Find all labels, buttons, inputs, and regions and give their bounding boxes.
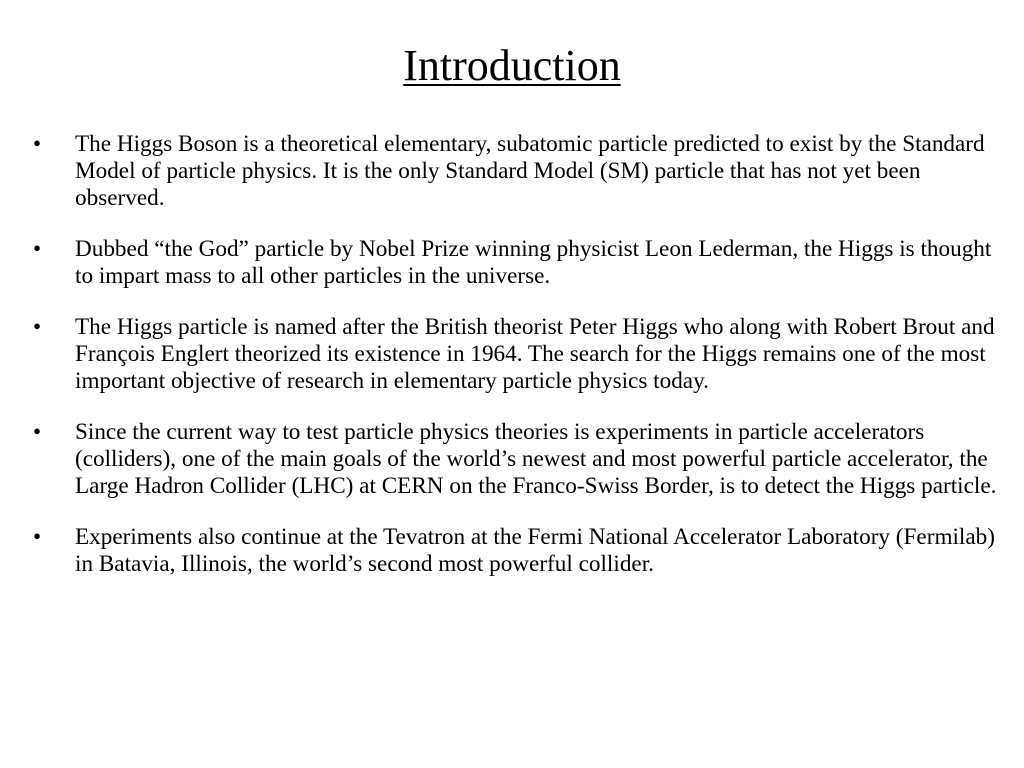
slide-title: Introduction (403, 41, 621, 90)
bullet-text: The Higgs particle is named after the British theorist Peter Higgs who along with Robert Brout and François Englert theorized its existence in 1964. The search for the Higgs remains one of the most important objective of research in elementary particle physics today. (75, 314, 995, 394)
bullet-point-icon: • (33, 524, 42, 550)
bullet-point-icon: • (33, 131, 42, 157)
bullet-item (0, 419, 1000, 500)
bullet-item (0, 236, 1000, 290)
bullet-point-icon: • (33, 419, 42, 445)
bullet-text: Dubbed “the God” particle by Nobel Prize winning physicist Leon Lederman, the Higgs is thought to impart mass to all other particles in the universe. (75, 236, 992, 289)
bullet-text: Since the current way to test particle physics theories is experiments in particle accelerators (colliders), one of the main goals of the world’s newest and most powerful particle accelerator, the Large Hadron Collider (LHC) at CERN on the Franco-Swiss Border, is to detect the Higgs particle. (75, 419, 997, 499)
bullet-text: The Higgs Boson is a theoretical elementary, subatomic particle predicted to exist by the Standard Model of particle physics. It is the only Standard Model (SM) particle that has not yet been observed. (75, 131, 985, 211)
bullet-item (0, 524, 1000, 578)
bullet-item (0, 131, 1000, 212)
bullet-point-icon: • (33, 314, 42, 340)
bullet-text: Experiments also continue at the Tevatron at the Fermi National Accelerator Laboratory (Fermilab) in Batavia, Illinois, the world’s second most powerful collider. (75, 524, 995, 577)
bullet-list (0, 131, 1000, 602)
bullet-point-icon: • (33, 236, 42, 262)
bullet-item (0, 314, 1000, 395)
